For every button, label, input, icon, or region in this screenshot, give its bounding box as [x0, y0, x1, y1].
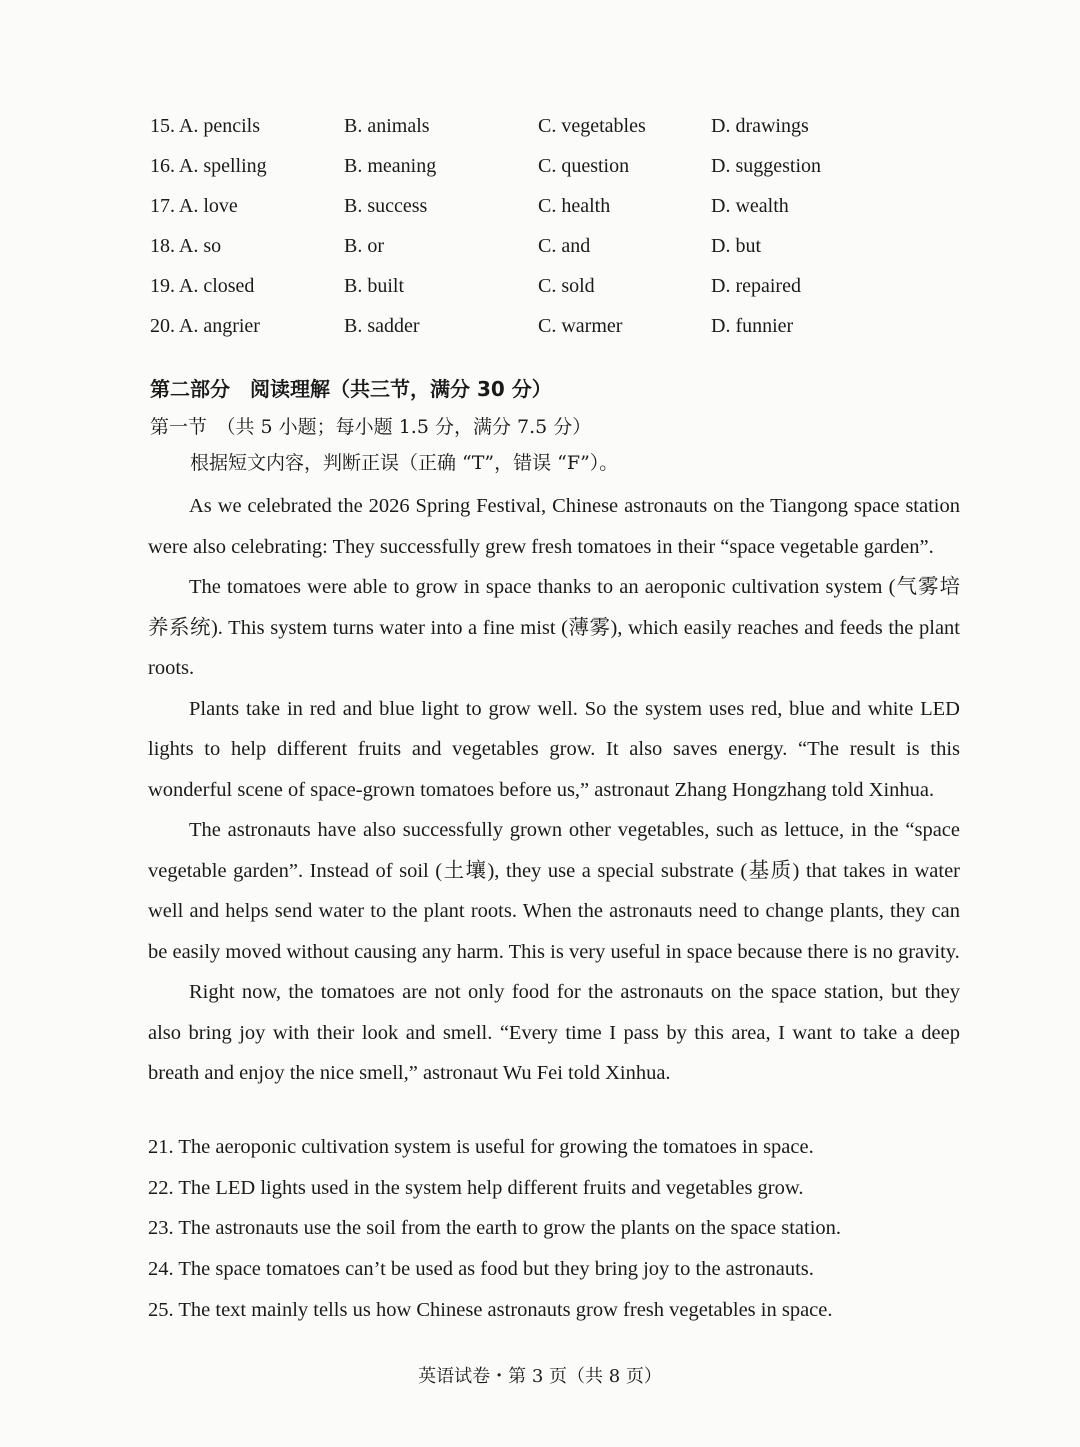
- passage-paragraph: Right now, the tomatoes are not only food for the astronauts on the space station, but they also bring joy with their look and smell. “Every time I pass by this area, I want to take a deep breath and enjoy the nice smell,” astronaut Wu Fei told Xinhua.: [148, 981, 960, 1084]
- true-false-statements: [148, 1127, 960, 1331]
- option-row-18: [150, 230, 950, 270]
- statement-25: 25. The text mainly tells us how Chinese astronauts grow fresh vegetables in space.: [148, 1298, 833, 1321]
- statement-22: 22. The LED lights used in the system help different fruits and vegetables grow.: [148, 1176, 804, 1199]
- option-b: B. success: [344, 195, 428, 217]
- option-b: B. sadder: [344, 315, 420, 337]
- passage-paragraph: Plants take in red and blue light to grow well. So the system uses red, blue and white LED lights to help different fruits and vegetables grow. It also saves energy. “The result is this wonderful scene of space-grown tomatoes before us,” astronaut Zhang Hongzhang told Xinhua.: [148, 697, 960, 801]
- option-c: C. vegetables: [538, 115, 646, 137]
- option-c: C. warmer: [538, 315, 623, 337]
- option-b: B. meaning: [344, 155, 437, 177]
- statement-24: 24. The space tomatoes can’t be used as food but they bring joy to the astronauts.: [148, 1258, 814, 1281]
- option-a: 20. A. angrier: [150, 315, 260, 337]
- subsection-title: 第一节 （共 5 小题；每小题 1.5 分，满分 7.5 分）: [150, 416, 592, 438]
- option-d: D. wealth: [711, 195, 789, 217]
- statement-23: 23. The astronauts use the soil from the earth to grow the plants on the space station.: [148, 1217, 842, 1240]
- section-title: 第二部分 阅读理解（共三节，满分 30 分）: [150, 377, 552, 401]
- option-row-20: [150, 310, 950, 350]
- option-a: 17. A. love: [150, 195, 238, 217]
- option-d: D. drawings: [711, 115, 809, 137]
- option-c: C. and: [538, 235, 591, 257]
- option-c: C. question: [538, 155, 630, 177]
- option-row-17: [150, 190, 950, 230]
- option-row-16: [150, 150, 950, 190]
- option-c: C. sold: [538, 275, 595, 297]
- option-b: B. animals: [344, 115, 430, 137]
- option-b: B. or: [344, 235, 384, 257]
- option-d: D. repaired: [711, 275, 801, 297]
- option-a: 18. A. so: [150, 235, 222, 257]
- instruction-text: 根据短文内容，判断正误（正确 “T”，错误 “F”）。: [190, 452, 619, 474]
- option-c: C. health: [538, 195, 611, 217]
- option-b: B. built: [344, 275, 405, 297]
- answer-options: [150, 110, 950, 350]
- option-d: D. funnier: [711, 315, 794, 337]
- option-row-19: [150, 270, 950, 310]
- passage-paragraph: The astronauts have also successfully grown other vegetables, such as lettuce, in the “space vegetable garden”. Instead of soil (土壤), they use a special substrate (基质) that takes in water well and helps send water to the plant roots. When the astronauts need to change plants, they can be easily moved without causing any harm. This is very useful in space because there is no gravity.: [148, 819, 960, 963]
- passage-paragraph: As we celebrated the 2026 Spring Festival, Chinese astronauts on the Tiangong space station were also celebrating: They successfully grew fresh tomatoes in their “space vegetable garden”.: [148, 495, 960, 558]
- option-a: 19. A. closed: [150, 275, 255, 297]
- option-a: 16. A. spelling: [150, 155, 267, 177]
- option-row-15: [150, 110, 950, 150]
- statement-21: 21. The aeroponic cultivation system is useful for growing the tomatoes in space.: [148, 1136, 814, 1158]
- page-footer: 英语试卷・第 3 页（共 8 页）: [418, 1366, 662, 1387]
- option-a: 15. A. pencils: [150, 115, 260, 137]
- option-d: D. but: [711, 235, 761, 257]
- reading-passage: [148, 486, 960, 1094]
- passage-paragraph: The tomatoes were able to grow in space thanks to an aeroponic cultivation system (气雾培养系统). This system turns water into a fine mist (薄雾), which easily reaches and feeds the plant roots.: [148, 576, 960, 679]
- option-d: D. suggestion: [711, 155, 821, 177]
